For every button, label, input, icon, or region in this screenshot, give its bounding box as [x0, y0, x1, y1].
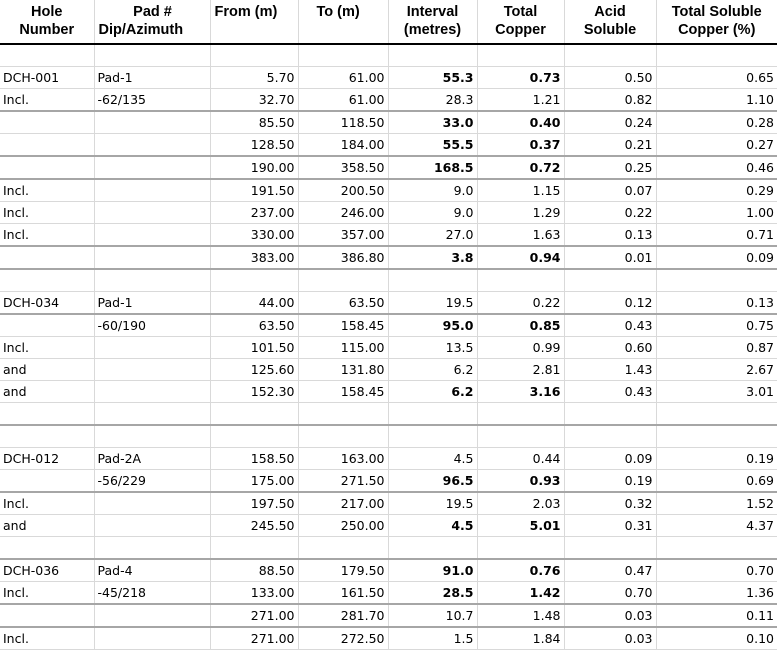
cell-hole-number [0, 246, 94, 269]
table-row [0, 89, 777, 112]
cell-total-copper: 0.22 [477, 292, 564, 315]
col-from [210, 0, 298, 44]
cell-to: 118.50 [298, 111, 388, 134]
cell-pad-dip-azimuth [94, 202, 210, 224]
col-pad-dip-azimuth [94, 0, 210, 44]
cell-to: 61.00 [298, 89, 388, 112]
cell-acid-soluble [564, 269, 656, 292]
cell-to: 161.50 [298, 582, 388, 605]
cell-interval [388, 44, 477, 67]
cell-from: 5.70 [210, 67, 298, 89]
table-row [0, 224, 777, 247]
cell-total-copper: 0.37 [477, 134, 564, 157]
cell-hole-number [0, 111, 94, 134]
cell-pad-dip-azimuth: -56/229 [94, 470, 210, 493]
cell-from: 125.60 [210, 359, 298, 381]
table-row [0, 582, 777, 605]
cell-interval [388, 425, 477, 448]
cell-total-soluble-copper: 0.19 [656, 448, 777, 470]
cell-from: 44.00 [210, 292, 298, 315]
cell-from: 158.50 [210, 448, 298, 470]
cell-hole-number: DCH-012 [0, 448, 94, 470]
col-from-label: From (m) [214, 4, 278, 20]
cell-total-copper [477, 537, 564, 560]
cell-interval: 3.8 [388, 246, 477, 269]
cell-interval [388, 537, 477, 560]
cell-total-soluble-copper: 0.29 [656, 179, 777, 202]
cell-interval: 91.0 [388, 559, 477, 582]
cell-interval: 19.5 [388, 292, 477, 315]
cell-total-soluble-copper: 0.13 [656, 292, 777, 315]
cell-total-copper: 0.76 [477, 559, 564, 582]
cell-to [298, 537, 388, 560]
cell-pad-dip-azimuth [94, 156, 210, 179]
cell-total-soluble-copper: 0.65 [656, 67, 777, 89]
cell-from: 271.00 [210, 627, 298, 650]
cell-from: 330.00 [210, 224, 298, 247]
cell-acid-soluble: 0.07 [564, 179, 656, 202]
cell-total-copper: 5.01 [477, 515, 564, 537]
table-row [0, 292, 777, 315]
cell-interval: 10.7 [388, 604, 477, 627]
cell-acid-soluble: 0.03 [564, 604, 656, 627]
cell-from: 63.50 [210, 314, 298, 337]
cell-from: 128.50 [210, 134, 298, 157]
table-row [0, 425, 777, 448]
cell-acid-soluble: 0.50 [564, 67, 656, 89]
cell-pad-dip-azimuth: -62/135 [94, 89, 210, 112]
cell-from: 101.50 [210, 337, 298, 359]
cell-from [210, 403, 298, 426]
cell-pad-dip-azimuth: Pad-1 [94, 67, 210, 89]
cell-acid-soluble: 0.01 [564, 246, 656, 269]
cell-pad-dip-azimuth [94, 269, 210, 292]
cell-total-copper: 0.72 [477, 156, 564, 179]
cell-total-soluble-copper: 0.87 [656, 337, 777, 359]
cell-interval: 13.5 [388, 337, 477, 359]
cell-pad-dip-azimuth: Pad-4 [94, 559, 210, 582]
cell-to: 217.00 [298, 492, 388, 515]
header-row [0, 0, 777, 44]
cell-from: 32.70 [210, 89, 298, 112]
cell-total-copper: 1.29 [477, 202, 564, 224]
cell-to: 357.00 [298, 224, 388, 247]
cell-from: 271.00 [210, 604, 298, 627]
cell-pad-dip-azimuth [94, 381, 210, 403]
cell-total-copper: 0.85 [477, 314, 564, 337]
cell-total-copper: 0.44 [477, 448, 564, 470]
cell-hole-number: and [0, 381, 94, 403]
cell-hole-number [0, 156, 94, 179]
col-hole-number [0, 0, 94, 44]
cell-pad-dip-azimuth [94, 246, 210, 269]
cell-total-soluble-copper: 3.01 [656, 381, 777, 403]
cell-hole-number: and [0, 359, 94, 381]
cell-acid-soluble: 0.70 [564, 582, 656, 605]
cell-total-soluble-copper: 0.71 [656, 224, 777, 247]
cell-total-soluble-copper: 0.28 [656, 111, 777, 134]
cell-interval: 55.3 [388, 67, 477, 89]
cell-total-soluble-copper [656, 44, 777, 67]
col-hole-number-line2: Number [19, 22, 75, 38]
cell-interval [388, 269, 477, 292]
cell-hole-number: and [0, 515, 94, 537]
cell-total-copper [477, 269, 564, 292]
col-pad-line1: Pad # [133, 4, 172, 20]
cell-pad-dip-azimuth [94, 627, 210, 650]
cell-pad-dip-azimuth [94, 134, 210, 157]
cell-from: 191.50 [210, 179, 298, 202]
table-row [0, 604, 777, 627]
table-row [0, 448, 777, 470]
cell-interval: 6.2 [388, 359, 477, 381]
cell-from: 190.00 [210, 156, 298, 179]
cell-from: 133.00 [210, 582, 298, 605]
table-row [0, 111, 777, 134]
cell-total-soluble-copper [656, 425, 777, 448]
cell-interval: 4.5 [388, 448, 477, 470]
cell-from: 152.30 [210, 381, 298, 403]
table-row [0, 246, 777, 269]
cell-hole-number [0, 604, 94, 627]
cell-to: 63.50 [298, 292, 388, 315]
cell-interval: 9.0 [388, 179, 477, 202]
cell-acid-soluble: 0.19 [564, 470, 656, 493]
cell-pad-dip-azimuth [94, 515, 210, 537]
cell-total-soluble-copper: 0.11 [656, 604, 777, 627]
cell-to [298, 403, 388, 426]
cell-pad-dip-azimuth [94, 44, 210, 67]
cell-hole-number: Incl. [0, 202, 94, 224]
cell-hole-number: Incl. [0, 337, 94, 359]
cell-interval: 96.5 [388, 470, 477, 493]
cell-to [298, 425, 388, 448]
col-total-copper-line2: Copper [495, 22, 546, 38]
col-tsc-line1: Total Soluble [671, 4, 762, 20]
cell-hole-number [0, 425, 94, 448]
cell-from: 88.50 [210, 559, 298, 582]
cell-pad-dip-azimuth [94, 537, 210, 560]
cell-pad-dip-azimuth: -45/218 [94, 582, 210, 605]
col-interval-line2: (metres) [403, 22, 462, 38]
cell-pad-dip-azimuth: Pad-2A [94, 448, 210, 470]
cell-from [210, 44, 298, 67]
cell-total-copper: 1.15 [477, 179, 564, 202]
cell-total-soluble-copper: 4.37 [656, 515, 777, 537]
cell-acid-soluble: 0.47 [564, 559, 656, 582]
cell-to: 163.00 [298, 448, 388, 470]
table-row [0, 269, 777, 292]
cell-from [210, 425, 298, 448]
cell-acid-soluble [564, 403, 656, 426]
cell-total-soluble-copper: 2.67 [656, 359, 777, 381]
cell-acid-soluble: 0.60 [564, 337, 656, 359]
col-tsc-line2: Copper (%) [678, 22, 756, 38]
table-row [0, 403, 777, 426]
col-acid-soluble-line1: Acid [594, 4, 626, 20]
cell-from: 85.50 [210, 111, 298, 134]
cell-hole-number [0, 44, 94, 67]
cell-total-soluble-copper: 1.36 [656, 582, 777, 605]
cell-total-copper: 0.93 [477, 470, 564, 493]
table-row [0, 202, 777, 224]
table-body [0, 44, 777, 650]
cell-acid-soluble: 0.43 [564, 381, 656, 403]
cell-hole-number: DCH-001 [0, 67, 94, 89]
table-row [0, 359, 777, 381]
table-row [0, 44, 777, 67]
cell-pad-dip-azimuth: Pad-1 [94, 292, 210, 315]
cell-hole-number [0, 314, 94, 337]
cell-acid-soluble: 0.03 [564, 627, 656, 650]
table-row [0, 67, 777, 89]
cell-hole-number: Incl. [0, 627, 94, 650]
cell-total-soluble-copper: 0.10 [656, 627, 777, 650]
table-row [0, 515, 777, 537]
cell-total-soluble-copper: 0.75 [656, 314, 777, 337]
cell-pad-dip-azimuth [94, 179, 210, 202]
cell-acid-soluble: 0.22 [564, 202, 656, 224]
cell-to: 271.50 [298, 470, 388, 493]
cell-to: 200.50 [298, 179, 388, 202]
cell-total-soluble-copper: 0.27 [656, 134, 777, 157]
cell-acid-soluble: 0.43 [564, 314, 656, 337]
table-row [0, 337, 777, 359]
cell-total-soluble-copper: 0.69 [656, 470, 777, 493]
cell-from [210, 537, 298, 560]
cell-to: 358.50 [298, 156, 388, 179]
col-total-soluble-copper [656, 0, 777, 44]
cell-to: 281.70 [298, 604, 388, 627]
cell-hole-number: Incl. [0, 179, 94, 202]
cell-hole-number: Incl. [0, 492, 94, 515]
cell-acid-soluble: 0.09 [564, 448, 656, 470]
cell-acid-soluble [564, 425, 656, 448]
cell-from: 175.00 [210, 470, 298, 493]
cell-acid-soluble: 0.21 [564, 134, 656, 157]
cell-interval: 28.5 [388, 582, 477, 605]
cell-total-copper: 2.81 [477, 359, 564, 381]
cell-pad-dip-azimuth [94, 111, 210, 134]
cell-interval: 95.0 [388, 314, 477, 337]
cell-pad-dip-azimuth [94, 359, 210, 381]
cell-hole-number [0, 269, 94, 292]
cell-acid-soluble [564, 44, 656, 67]
table-row [0, 627, 777, 650]
col-total-copper-line1: Total [503, 4, 538, 20]
cell-from: 237.00 [210, 202, 298, 224]
table-row [0, 559, 777, 582]
cell-hole-number: DCH-036 [0, 559, 94, 582]
table-row [0, 537, 777, 560]
col-hole-number-line1: Hole [31, 4, 63, 20]
cell-total-copper: 1.21 [477, 89, 564, 112]
cell-total-copper: 2.03 [477, 492, 564, 515]
cell-to [298, 44, 388, 67]
table-row [0, 492, 777, 515]
cell-total-soluble-copper: 0.46 [656, 156, 777, 179]
col-acid-soluble-line2: Soluble [583, 22, 637, 38]
col-to [298, 0, 388, 44]
cell-acid-soluble: 0.12 [564, 292, 656, 315]
cell-total-copper [477, 44, 564, 67]
table-row [0, 156, 777, 179]
table-row [0, 179, 777, 202]
cell-pad-dip-azimuth [94, 492, 210, 515]
cell-interval: 55.5 [388, 134, 477, 157]
table-row [0, 470, 777, 493]
cell-to: 115.00 [298, 337, 388, 359]
cell-from: 197.50 [210, 492, 298, 515]
cell-to: 131.80 [298, 359, 388, 381]
cell-total-copper: 0.73 [477, 67, 564, 89]
cell-to: 179.50 [298, 559, 388, 582]
col-to-label: To (m) [316, 4, 360, 20]
cell-hole-number [0, 403, 94, 426]
cell-interval: 28.3 [388, 89, 477, 112]
cell-interval: 1.5 [388, 627, 477, 650]
table-row [0, 381, 777, 403]
col-acid-soluble [564, 0, 656, 44]
cell-interval: 168.5 [388, 156, 477, 179]
cell-to: 246.00 [298, 202, 388, 224]
cell-acid-soluble: 0.82 [564, 89, 656, 112]
cell-total-copper: 1.63 [477, 224, 564, 247]
cell-hole-number: Incl. [0, 224, 94, 247]
cell-total-copper: 3.16 [477, 381, 564, 403]
cell-total-soluble-copper: 1.52 [656, 492, 777, 515]
cell-interval [388, 403, 477, 426]
cell-hole-number [0, 537, 94, 560]
cell-total-copper: 0.94 [477, 246, 564, 269]
cell-interval: 4.5 [388, 515, 477, 537]
cell-total-copper: 0.40 [477, 111, 564, 134]
col-total-copper [477, 0, 564, 44]
cell-to [298, 269, 388, 292]
cell-pad-dip-azimuth [94, 403, 210, 426]
cell-total-soluble-copper [656, 269, 777, 292]
cell-acid-soluble: 0.13 [564, 224, 656, 247]
table-row [0, 134, 777, 157]
cell-total-copper: 1.84 [477, 627, 564, 650]
cell-total-soluble-copper [656, 537, 777, 560]
cell-acid-soluble: 0.31 [564, 515, 656, 537]
cell-interval: 6.2 [388, 381, 477, 403]
cell-hole-number: DCH-034 [0, 292, 94, 315]
cell-total-soluble-copper: 1.00 [656, 202, 777, 224]
cell-interval: 33.0 [388, 111, 477, 134]
cell-acid-soluble [564, 537, 656, 560]
cell-total-soluble-copper [656, 403, 777, 426]
cell-total-soluble-copper: 1.10 [656, 89, 777, 112]
cell-pad-dip-azimuth: -60/190 [94, 314, 210, 337]
cell-interval: 27.0 [388, 224, 477, 247]
cell-total-copper [477, 403, 564, 426]
cell-to: 158.45 [298, 381, 388, 403]
cell-pad-dip-azimuth [94, 604, 210, 627]
cell-to: 61.00 [298, 67, 388, 89]
cell-hole-number [0, 134, 94, 157]
col-interval-line1: Interval [406, 4, 459, 20]
cell-total-soluble-copper: 0.09 [656, 246, 777, 269]
cell-acid-soluble: 0.24 [564, 111, 656, 134]
cell-from [210, 269, 298, 292]
cell-pad-dip-azimuth [94, 337, 210, 359]
cell-from: 245.50 [210, 515, 298, 537]
cell-pad-dip-azimuth [94, 224, 210, 247]
table-row [0, 314, 777, 337]
cell-to: 250.00 [298, 515, 388, 537]
cell-acid-soluble: 0.32 [564, 492, 656, 515]
cell-total-soluble-copper: 0.70 [656, 559, 777, 582]
cell-hole-number [0, 470, 94, 493]
cell-total-copper: 1.42 [477, 582, 564, 605]
cell-acid-soluble: 0.25 [564, 156, 656, 179]
cell-hole-number: Incl. [0, 582, 94, 605]
cell-total-copper: 0.99 [477, 337, 564, 359]
cell-to: 158.45 [298, 314, 388, 337]
cell-acid-soluble: 1.43 [564, 359, 656, 381]
col-interval [388, 0, 477, 44]
cell-to: 386.80 [298, 246, 388, 269]
cell-to: 272.50 [298, 627, 388, 650]
col-pad-line2: Dip/Azimuth [98, 22, 184, 38]
cell-total-copper: 1.48 [477, 604, 564, 627]
cell-hole-number: Incl. [0, 89, 94, 112]
cell-total-copper [477, 425, 564, 448]
cell-to: 184.00 [298, 134, 388, 157]
cell-interval: 19.5 [388, 492, 477, 515]
cell-interval: 9.0 [388, 202, 477, 224]
cell-from: 383.00 [210, 246, 298, 269]
cell-pad-dip-azimuth [94, 425, 210, 448]
